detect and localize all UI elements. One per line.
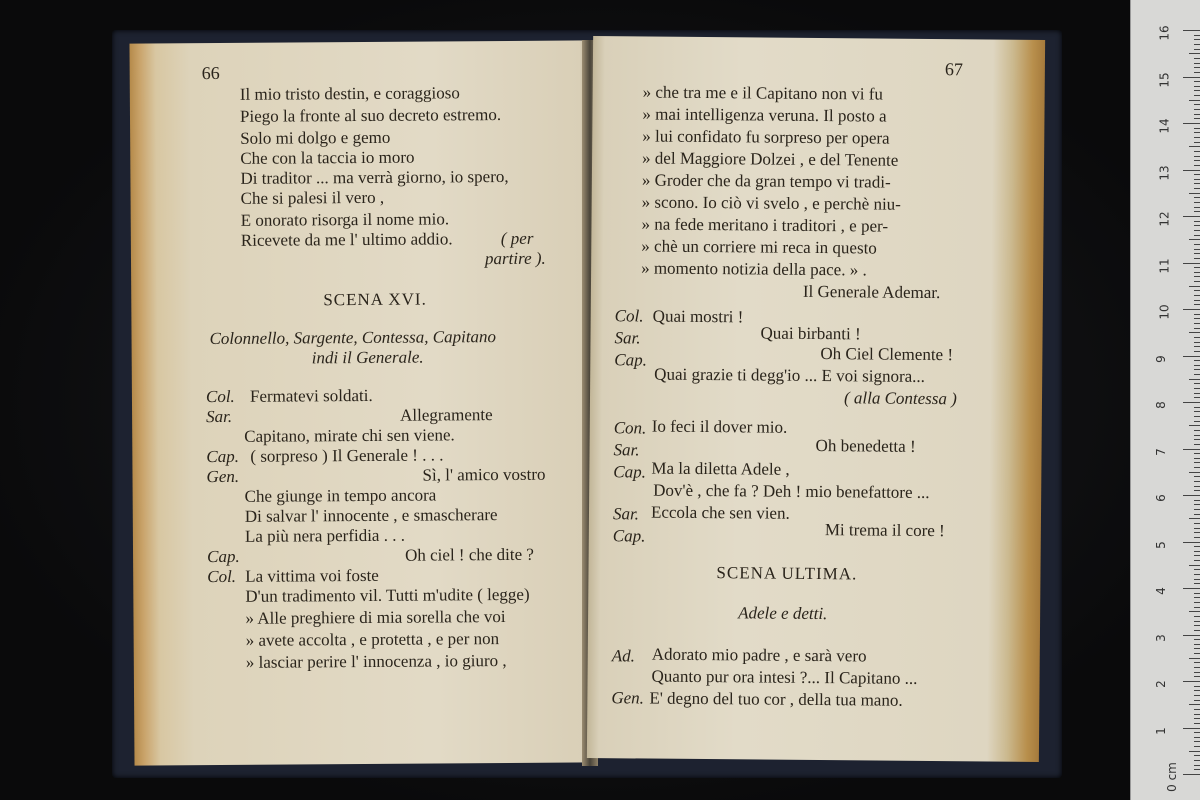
ruler-tick <box>1194 714 1200 715</box>
ruler-tick <box>1194 532 1200 533</box>
speaker: Gen. <box>206 466 240 487</box>
ruler-tick <box>1183 30 1200 31</box>
dialogue-line: Adorato mio padre , e sarà vero <box>651 644 867 666</box>
ruler-tick <box>1194 44 1200 45</box>
ruler-tick <box>1194 225 1200 226</box>
stage-direction: ( alla Contessa ) <box>843 388 957 409</box>
stage-direction: ( per <box>500 228 534 249</box>
ruler-tick <box>1194 537 1200 538</box>
ruler-tick <box>1194 137 1200 138</box>
ruler-tick <box>1194 132 1200 133</box>
ruler-tick <box>1194 35 1200 36</box>
ruler-tick <box>1189 193 1200 194</box>
ruler-tick <box>1194 90 1200 91</box>
verse-line: Che con la taccia io moro <box>240 147 415 168</box>
ruler-tick <box>1194 114 1200 115</box>
ruler-tick <box>1194 648 1200 649</box>
ruler-tick <box>1194 453 1200 454</box>
verse-line: E onorato risorga il nome mio. <box>240 209 450 230</box>
speaker: Ad. <box>611 646 635 666</box>
speaker: Sar. <box>614 328 641 348</box>
dialogue-line: Ma la diletta Adele , <box>651 458 790 479</box>
verse-line: Solo mi dolgo e gemo <box>240 127 391 148</box>
ruler-tick <box>1194 686 1200 687</box>
ruler-tick <box>1183 309 1200 310</box>
ruler-tick <box>1194 72 1200 73</box>
ruler-tick <box>1194 165 1200 166</box>
ruler-tick <box>1194 346 1200 347</box>
ruler-tick <box>1194 709 1200 710</box>
ruler-tick <box>1189 704 1200 705</box>
speaker: Col. <box>614 306 644 326</box>
ruler-tick <box>1194 183 1200 184</box>
ruler-tick <box>1194 621 1200 622</box>
ruler-label: 12 <box>1157 211 1172 227</box>
ruler-tick <box>1189 146 1200 147</box>
ruler-tick <box>1189 565 1200 566</box>
dialogue-line: Quai grazie ti degg'io ... E voi signora... <box>654 364 926 386</box>
ruler-tick <box>1194 486 1200 487</box>
ruler-tick <box>1194 142 1200 143</box>
letter-signature: Il Generale Ademar. <box>802 281 941 303</box>
ruler-tick <box>1194 462 1200 463</box>
letter-line: » chè un corriere mi reca in questo <box>641 236 877 258</box>
ruler-tick <box>1194 769 1200 770</box>
ruler-tick <box>1194 207 1200 208</box>
ruler-tick <box>1183 77 1200 78</box>
ruler-tick <box>1194 723 1200 724</box>
ruler-tick <box>1189 611 1200 612</box>
ruler-tick <box>1194 546 1200 547</box>
ruler-tick <box>1194 360 1200 361</box>
ruler-tick <box>1183 356 1200 357</box>
ruler-tick <box>1194 718 1200 719</box>
ruler-tick <box>1194 490 1200 491</box>
ruler-tick <box>1189 100 1200 101</box>
ruler-tick <box>1194 639 1200 640</box>
ruler-tick <box>1189 286 1200 287</box>
ruler-tick <box>1194 39 1200 40</box>
ruler-tick <box>1194 407 1200 408</box>
ruler-tick <box>1194 760 1200 761</box>
speaker: Cap. <box>207 546 240 567</box>
ruler-tick <box>1194 555 1200 556</box>
ruler-tick <box>1194 128 1200 129</box>
ruler-tick <box>1194 337 1200 338</box>
dialogue-line: Fermatevi soldati. <box>249 385 373 406</box>
ruler-tick <box>1194 458 1200 459</box>
dialogue-line: ( sorpreso ) Il Generale ! . . . <box>250 445 444 466</box>
ruler-tick <box>1194 328 1200 329</box>
ruler-tick <box>1194 151 1200 152</box>
ruler-tick <box>1194 383 1200 384</box>
ruler-tick <box>1194 569 1200 570</box>
ruler-tick <box>1183 542 1200 543</box>
ruler-tick <box>1194 86 1200 87</box>
ruler-label: 15 <box>1157 71 1172 88</box>
ruler-tick <box>1194 156 1200 157</box>
ruler-tick <box>1194 741 1200 742</box>
dialogue-line: Io feci il dover mio. <box>651 416 788 437</box>
ruler-tick <box>1194 467 1200 468</box>
ruler-tick <box>1194 607 1200 608</box>
ruler-tick <box>1194 365 1200 366</box>
ruler-label: 8 <box>1153 401 1168 409</box>
ruler-tick <box>1194 304 1200 305</box>
speaker: Cap. <box>614 350 648 370</box>
ruler-tick <box>1183 449 1200 450</box>
speaker: Col. <box>207 566 237 587</box>
ruler-tick <box>1194 500 1200 501</box>
ruler-tick <box>1183 216 1200 217</box>
letter-line: » del Maggiore Dolzei , e del Tenente <box>642 148 899 170</box>
page-number-left: 66 <box>201 62 220 84</box>
speaker: Sar. <box>613 440 640 460</box>
ruler-tick <box>1194 737 1200 738</box>
dialogue-line: La più nera perfidia . . . <box>244 525 406 546</box>
ruler-tick <box>1189 239 1200 240</box>
page-number-right: 67 <box>944 59 963 80</box>
dialogue-line: Eccola che sen vien. <box>650 502 790 523</box>
ruler-tick <box>1194 230 1200 231</box>
ruler-tick <box>1194 574 1200 575</box>
verse-line: Che si palesi il vero , <box>240 187 385 208</box>
speaker: Sar. <box>206 406 233 427</box>
letter-line: » Groder che da gran tempo vi tradi- <box>641 170 891 192</box>
verse-line: Il mio tristo destin, e coraggioso <box>239 83 460 104</box>
ruler-tick <box>1194 276 1200 277</box>
ruler-tick <box>1194 597 1200 598</box>
dialogue-line: Quai birbanti ! <box>760 323 861 344</box>
ruler-tick <box>1194 662 1200 663</box>
ruler-tick <box>1194 616 1200 617</box>
ruler-tick <box>1194 253 1200 254</box>
ruler-tick <box>1194 700 1200 701</box>
ruler-tick <box>1183 402 1200 403</box>
ruler-tick <box>1194 67 1200 68</box>
ruler-tick <box>1194 583 1200 584</box>
ruler-tick <box>1194 630 1200 631</box>
measuring-ruler <box>1130 0 1200 800</box>
ruler-tick <box>1194 369 1200 370</box>
ruler-tick <box>1194 58 1200 59</box>
ruler-tick <box>1194 509 1200 510</box>
ruler-tick <box>1194 430 1200 431</box>
dialogue-line: » avete accolta , e protetta , e per non <box>245 629 500 650</box>
ruler-tick <box>1194 504 1200 505</box>
ruler-tick <box>1194 272 1200 273</box>
dialogue-line: La vittima voi foste <box>245 565 379 586</box>
ruler-tick <box>1194 249 1200 250</box>
ruler-tick <box>1194 258 1200 259</box>
ruler-tick <box>1183 123 1200 124</box>
speaker: Gen. <box>611 688 645 708</box>
ruler-tick <box>1194 421 1200 422</box>
ruler-label: 3 <box>1153 633 1168 642</box>
ruler-tick <box>1183 728 1200 729</box>
ruler-tick <box>1194 560 1200 561</box>
letter-line: » scono. Io ciò vi svelo , e perchè niu- <box>641 192 901 214</box>
speaker: Sar. <box>612 504 640 524</box>
ruler-tick <box>1194 160 1200 161</box>
ruler-tick <box>1194 593 1200 594</box>
ruler-tick <box>1194 202 1200 203</box>
right-page <box>587 36 1045 762</box>
ruler-label: 13 <box>1157 164 1172 181</box>
ruler-tick <box>1194 211 1200 212</box>
ruler-tick <box>1194 221 1200 222</box>
speaker: Col. <box>205 386 235 407</box>
ruler-tick <box>1189 658 1200 659</box>
ruler-label: 16 <box>1157 25 1172 41</box>
ruler-label: 10 <box>1157 304 1172 320</box>
ruler-tick <box>1183 263 1200 264</box>
scene-title: SCENA XVI. <box>323 289 427 310</box>
letter-line: » na fede meritano i traditori , e per- <box>641 214 889 236</box>
ruler-tick <box>1194 653 1200 654</box>
ruler-tick <box>1194 374 1200 375</box>
ruler-tick <box>1194 95 1200 96</box>
ruler-tick <box>1194 732 1200 733</box>
ruler-tick <box>1194 295 1200 296</box>
verse-line: Di traditor ... ma verrà giorno, io spero, <box>240 166 509 188</box>
ruler-tick <box>1194 109 1200 110</box>
scene-characters: Adele e detti. <box>738 603 828 624</box>
ruler-tick <box>1194 602 1200 603</box>
dialogue-line: Oh benedetta ! <box>815 435 916 456</box>
dialogue-line: » Alle preghiere di mia sorella che voi <box>245 606 506 628</box>
ruler-tick <box>1194 63 1200 64</box>
ruler-tick <box>1194 267 1200 268</box>
ruler-label: 14 <box>1157 118 1172 134</box>
ruler-tick <box>1194 49 1200 50</box>
dialogue-line: Oh Ciel Clemente ! <box>820 344 954 365</box>
ruler-tick <box>1194 644 1200 645</box>
letter-line: » momento notizia della pace. » . <box>641 258 867 280</box>
dialogue-line: Mi trema il core ! <box>824 520 945 541</box>
letter-line: » mai intelligenza veruna. Il posto a <box>642 104 887 126</box>
ruler-tick <box>1194 695 1200 696</box>
ruler-tick <box>1194 197 1200 198</box>
ruler-tick <box>1194 318 1200 319</box>
speaker: Con. <box>613 418 647 438</box>
ruler-tick <box>1194 281 1200 282</box>
dialogue-line: E' degno del tuo cor , della tua mano. <box>649 688 903 710</box>
ruler-tick <box>1194 746 1200 747</box>
left-page <box>129 40 592 765</box>
ruler-tick <box>1183 635 1200 636</box>
ruler-tick <box>1194 676 1200 677</box>
dialogue-line: Che giunge in tempo ancora <box>244 485 437 506</box>
ruler-tick <box>1194 481 1200 482</box>
dialogue-line: Allegramente <box>400 405 493 425</box>
ruler-tick <box>1194 523 1200 524</box>
scene-title: SCENA ULTIMA. <box>716 563 858 584</box>
ruler-label: 2 <box>1153 680 1168 688</box>
ruler-tick <box>1194 300 1200 301</box>
dialogue-line: Di salvar l' innocente , e smascherare <box>244 505 498 526</box>
ruler-tick <box>1194 314 1200 315</box>
ruler-tick <box>1194 690 1200 691</box>
ruler-tick <box>1194 342 1200 343</box>
ruler-tick <box>1189 472 1200 473</box>
ruler-tick <box>1189 751 1200 752</box>
ruler-tick <box>1194 188 1200 189</box>
letter-line: » lui confidato fu sorpreso per opera <box>642 126 890 148</box>
ruler-tick <box>1194 351 1200 352</box>
ruler-tick <box>1194 81 1200 82</box>
dialogue-line: » lasciar perire l' innocenza , io giuro , <box>245 650 507 672</box>
ruler-tick <box>1194 625 1200 626</box>
ruler-tick <box>1194 388 1200 389</box>
ruler-tick <box>1189 332 1200 333</box>
ruler-tick <box>1194 397 1200 398</box>
ruler-label: 0 cm <box>1164 762 1179 792</box>
ruler-tick <box>1194 416 1200 417</box>
ruler-tick <box>1194 476 1200 477</box>
verse-line: Piego la fronte al suo decreto estremo. <box>239 105 502 126</box>
ruler-tick <box>1194 579 1200 580</box>
ruler-tick <box>1194 244 1200 245</box>
speaker: Cap. <box>206 446 240 467</box>
letter-line: » che tra me e il Capitano non vi fu <box>642 82 884 104</box>
ruler-tick <box>1183 495 1200 496</box>
dialogue-line: Quanto pur ora intesi ?... Il Capitano ... <box>651 666 918 688</box>
ruler-label: 7 <box>1153 447 1168 456</box>
dialogue-line: Oh ciel ! che dite ? <box>404 544 534 565</box>
ruler-tick <box>1183 774 1200 775</box>
ruler-label: 4 <box>1153 587 1168 595</box>
ruler-tick <box>1194 235 1200 236</box>
ruler-tick <box>1194 411 1200 412</box>
ruler-tick <box>1194 755 1200 756</box>
ruler-label: 5 <box>1153 540 1168 549</box>
scene-characters: indi il Generale. <box>311 347 424 368</box>
ruler-tick <box>1194 435 1200 436</box>
ruler-tick <box>1194 393 1200 394</box>
dialogue-line: Capitano, mirate chi sen viene. <box>244 425 455 446</box>
ruler-tick <box>1183 681 1200 682</box>
ruler-tick <box>1194 672 1200 673</box>
dialogue-line: D'un tradimento vil. Tutti m'udite ( legge) <box>245 584 530 606</box>
ruler-tick <box>1194 528 1200 529</box>
ruler-tick <box>1194 290 1200 291</box>
ruler-label: 11 <box>1157 257 1172 274</box>
speaker: Cap. <box>613 462 647 482</box>
scene-characters: Colonnello, Sargente, Contessa, Capitano <box>209 327 497 349</box>
ruler-tick <box>1189 518 1200 519</box>
dialogue-line: Quai mostri ! <box>652 306 744 327</box>
ruler-tick <box>1194 439 1200 440</box>
ruler-tick <box>1189 425 1200 426</box>
ruler-tick <box>1194 174 1200 175</box>
speaker: Cap. <box>612 526 646 546</box>
ruler-label: 1 <box>1153 726 1168 735</box>
dialogue-line: Sì, l' amico vostro <box>422 464 546 485</box>
ruler-tick <box>1194 179 1200 180</box>
ruler-tick <box>1189 53 1200 54</box>
verse-line: Ricevete da me l' ultimo addio. <box>240 229 453 250</box>
ruler-tick <box>1194 551 1200 552</box>
ruler-tick <box>1194 444 1200 445</box>
ruler-tick <box>1194 323 1200 324</box>
ruler-tick <box>1194 514 1200 515</box>
ruler-label: 6 <box>1153 494 1168 502</box>
ruler-tick <box>1194 104 1200 105</box>
ruler-tick <box>1194 118 1200 119</box>
ruler-tick <box>1183 170 1200 171</box>
ruler-tick <box>1194 667 1200 668</box>
ruler-tick <box>1183 588 1200 589</box>
ruler-tick <box>1189 379 1200 380</box>
dialogue-line: Dov'è , che fa ? Deh ! mio benefattore ... <box>653 480 930 502</box>
ruler-label: 9 <box>1153 354 1168 363</box>
stage-direction: partire ). <box>484 248 546 269</box>
ruler-tick <box>1194 765 1200 766</box>
